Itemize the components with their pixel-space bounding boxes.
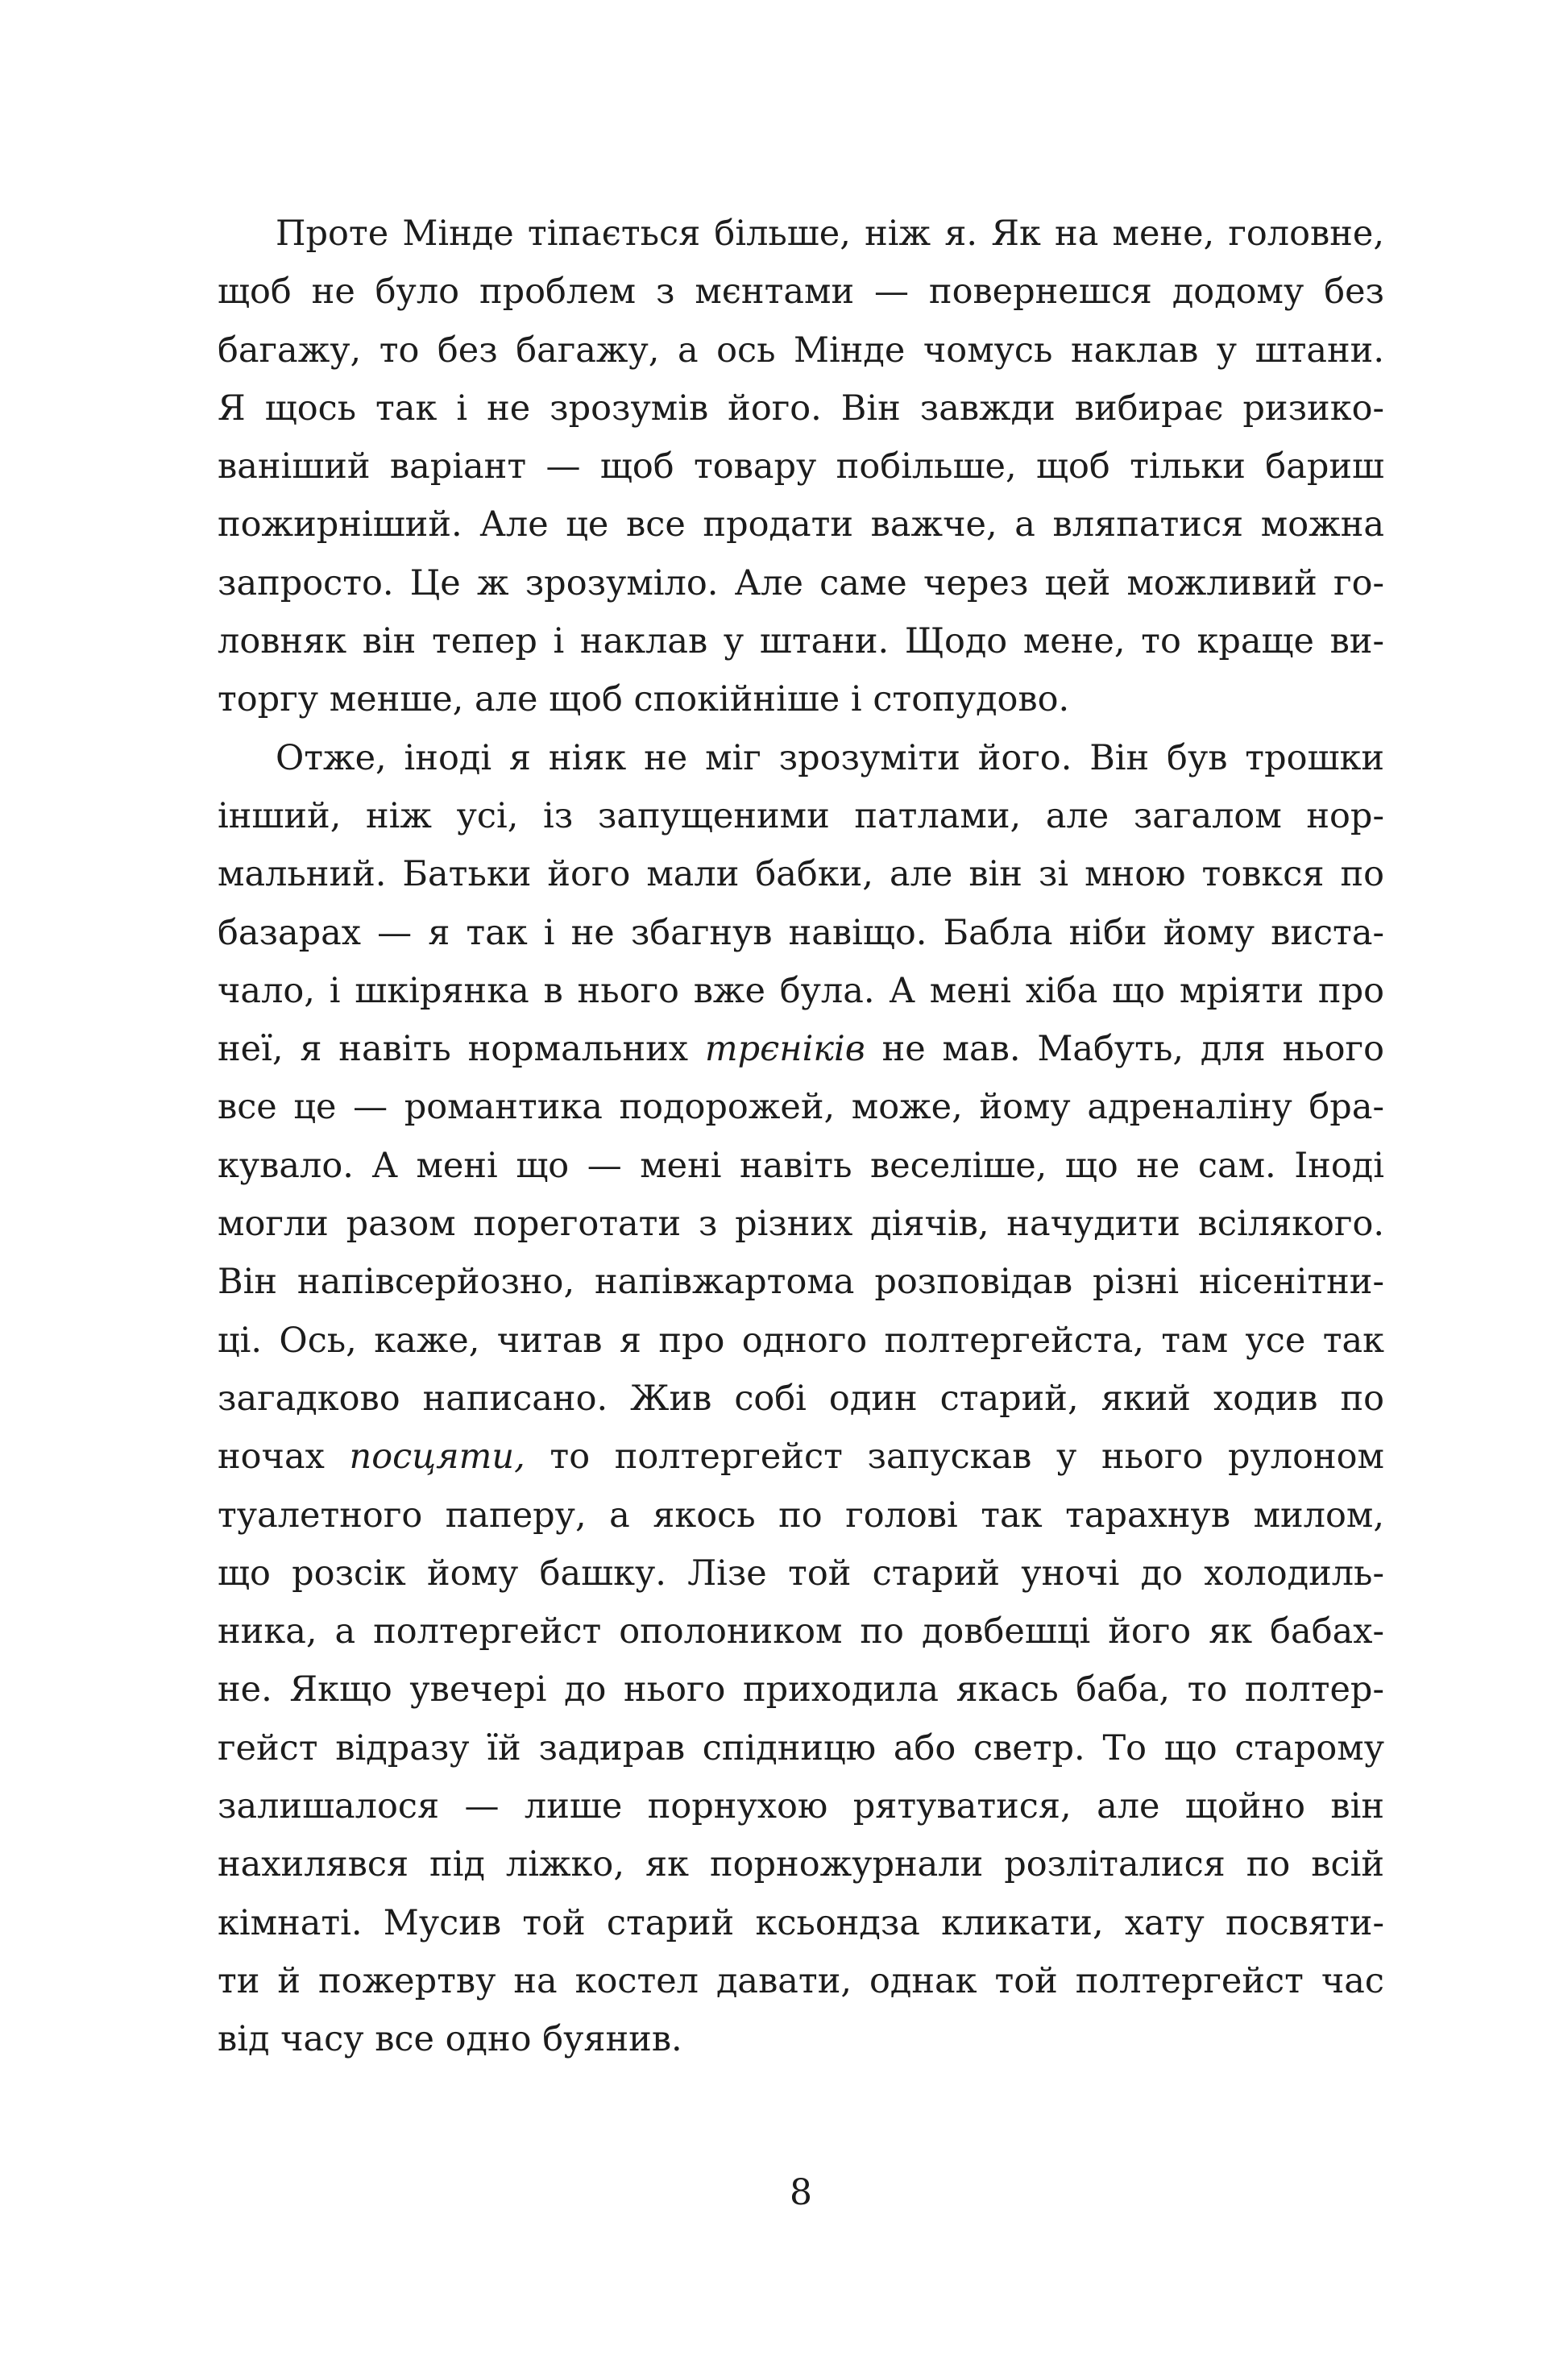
- text-line: неї, я навіть нормальних трєніків не мав. Мабуть, для нього: [218, 1029, 1384, 1070]
- text-line: Отже, іноді я ніяк не міг зрозуміти його. Він був трошки: [276, 737, 1384, 778]
- text-line: чало, і шкірянка в нього вже була. А мені хіба що мріяти про: [218, 970, 1384, 1011]
- text-line: ти й пожертву на костел давати, однак той полтергейст час: [218, 1960, 1384, 2001]
- text-line: запросто. Це ж зрозуміло. Але саме через цей можливий го-: [218, 562, 1384, 603]
- text-line: туалетного паперу, а якось по голові так тарахнув милом,: [218, 1495, 1384, 1536]
- text-block: [218, 205, 1384, 2069]
- text-line: мальний. Батьки його мали бабки, але він зі мною товкся по: [218, 854, 1384, 895]
- text-line: базарах — я так і не збагнув навіщо. Бабла ніби йому виста-: [218, 912, 1384, 953]
- text-line: все це — романтика подорожей, може, йому адреналіну бра-: [218, 1087, 1384, 1128]
- text-line: ника, а полтергейст ополоником по довбешці його як бабах-: [218, 1611, 1384, 1652]
- text-line: пожирніший. Але це все продати важче, а вляпатися можна: [218, 504, 1384, 545]
- text-line: кімнаті. Мусив той старий ксьондза кликати, хату посвяти-: [218, 1902, 1384, 1943]
- text-line: щоб не було проблем з мєнтами — повернешся додому без: [218, 272, 1384, 313]
- text-line: залишалося — лише порнухою рятуватися, але щойно він: [218, 1786, 1384, 1827]
- text-line: ваніший варіант — щоб товару побільше, щоб тільки бариш: [218, 446, 1384, 487]
- text-line: що розсік йому башку. Лізе той старий уночі до холодиль-: [218, 1553, 1384, 1594]
- text-line: не. Якщо увечері до нього приходила якась баба, то полтер-: [218, 1669, 1384, 1710]
- text-line: ночах посцяти, то полтергейст запускав у нього рулоном: [218, 1437, 1384, 1478]
- text-line: загадково написано. Жив собі один старий, який ходив по: [218, 1378, 1384, 1419]
- text-line: Я щось так і не зрозумів його. Він завжди вибирає ризико-: [218, 388, 1384, 429]
- text-line: інший, ніж усі, із запущеними патлами, але загалом нор-: [218, 795, 1384, 836]
- page-number: 8: [790, 2172, 812, 2213]
- text-line: гейст відразу їй задирав спідницю або светр. То що старому: [218, 1727, 1384, 1768]
- italic-text: трєніків: [704, 1029, 865, 1070]
- text-line: Проте Мінде тіпається більше, ніж я. Як на мене, головне,: [276, 214, 1384, 254]
- text-line: кувало. А мені що — мені навіть веселіше, що не сам. Іноді: [218, 1145, 1384, 1186]
- text-line: багажу, то без багажу, а ось Мінде чомусь наклав у штани.: [218, 330, 1384, 371]
- paragraph-2: [218, 729, 1384, 2069]
- paragraph-1: [218, 205, 1384, 729]
- text-line: нахилявся під ліжко, як порножурнали розліталися по всій: [218, 1844, 1384, 1885]
- text-line: Він напівсерйозно, напівжартома розповідав різні нісенітни-: [218, 1262, 1384, 1303]
- text-line: могли разом пореготати з різних діячів, начудити всілякого.: [218, 1204, 1384, 1245]
- text-line: торгу менше, але щоб спокійніше і стопудово.: [218, 679, 1070, 720]
- text-line: ловняк він тепер і наклав у штани. Щодо мене, то краще ви-: [218, 621, 1384, 662]
- italic-text: посцяти,: [349, 1437, 525, 1478]
- text-line: ці. Ось, каже, читав я про одного полтергейста, там усе так: [218, 1320, 1384, 1361]
- text-line: від часу все одно буянив.: [218, 2019, 682, 2060]
